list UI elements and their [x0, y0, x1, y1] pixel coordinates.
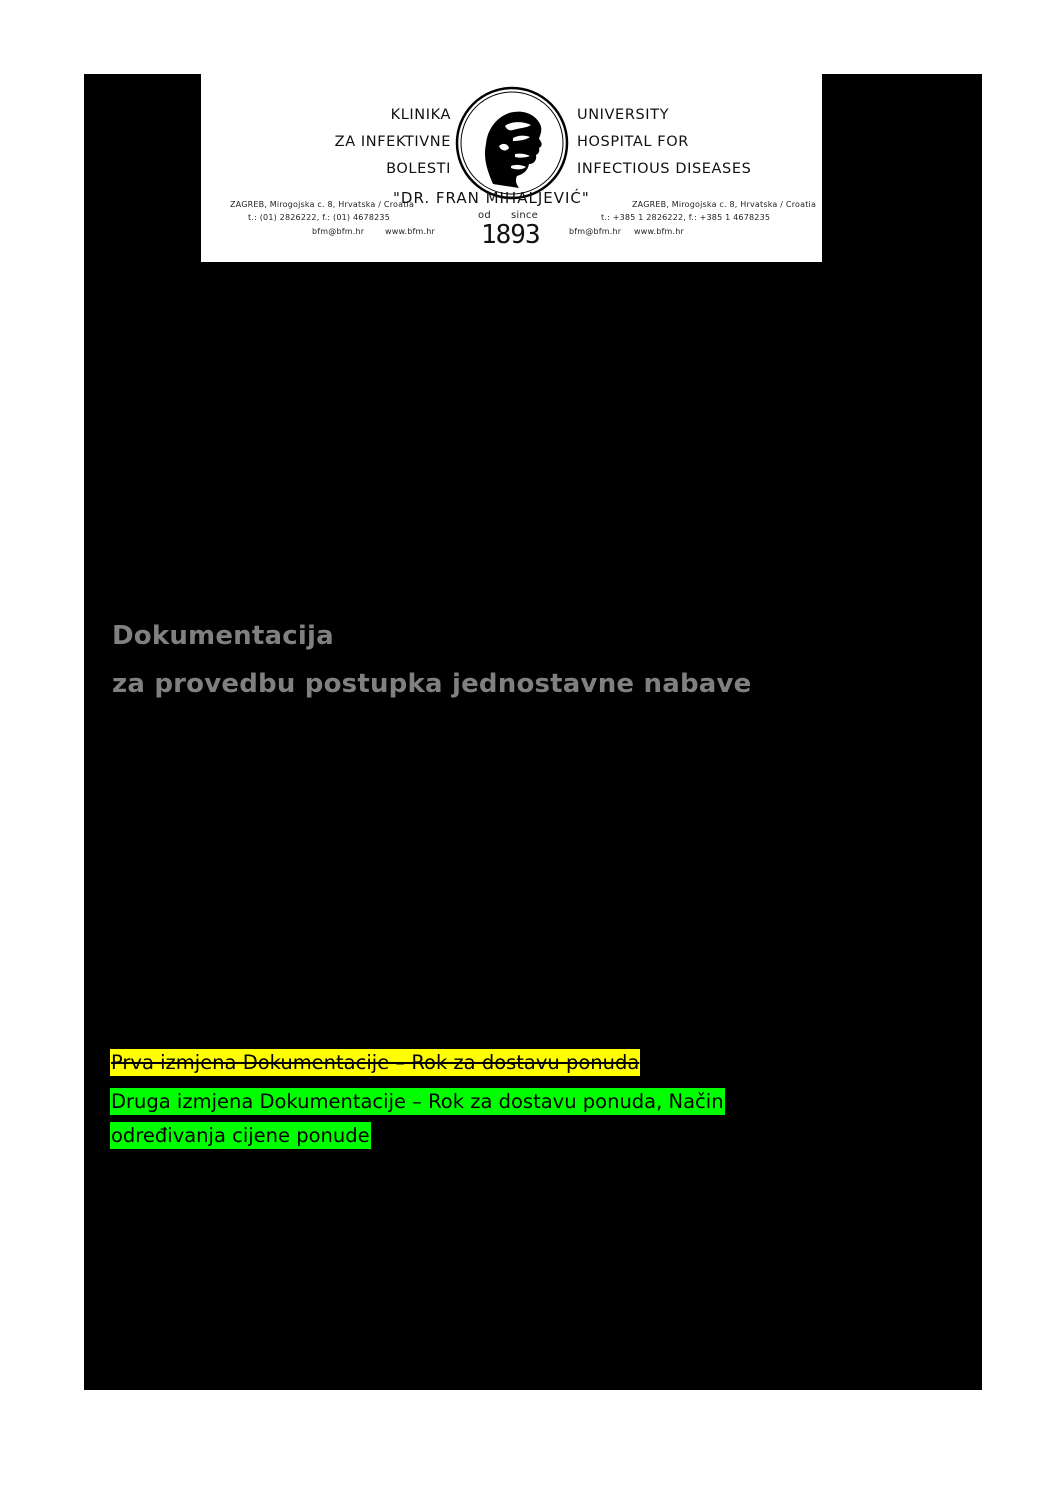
logo-en-line-1: UNIVERSITY [577, 107, 670, 123]
logo-address-left: ZAGREB, Mirogojska c. 8, Hrvatska / Croatia [230, 200, 415, 209]
logo-hr-line-2: ZA INFEKTIVNE [334, 134, 451, 150]
logo-web-left: www.bfm.hr [385, 227, 436, 236]
logo-email-right: bfm@bfm.hr [569, 227, 622, 236]
logo-phone-left: t.: (01) 2826222, f.: (01) 4678235 [248, 213, 391, 222]
logo-hr-line-1: KLINIKA [390, 107, 451, 123]
logo-phone-right: t.: +385 1 2826222, f.: +385 1 4678235 [601, 213, 771, 222]
logo-address-right: ZAGREB, Mirogojska c. 8, Hrvatska / Croatia [632, 200, 817, 209]
second-amendment-note-line-1: Druga izmjena Dokumentacije – Rok za dostavu ponuda, Način [111, 1090, 724, 1113]
logo-email-left: bfm@bfm.hr [312, 227, 365, 236]
logo-od-label: od [478, 210, 491, 221]
logo-year: 1893 [481, 220, 540, 250]
logo-en-line-3: INFECTIOUS DISEASES [577, 161, 752, 177]
hospital-letterhead-logo [201, 74, 822, 262]
document-title [112, 612, 752, 708]
second-amendment-note-line-2: određivanja cijene ponude [111, 1124, 370, 1147]
document-title-line-2: za provedbu postupka jednostavne nabave [112, 669, 752, 699]
logo-hospital-name: "DR. FRAN MIHALJEVIĆ" [393, 189, 590, 207]
logo-web-right: www.bfm.hr [634, 227, 685, 236]
first-amendment-note: Prva izmjena Dokumentacije – Rok za dostavu ponuda [111, 1051, 640, 1074]
page-background-block [84, 74, 982, 1390]
logo-since-label: since [511, 210, 538, 221]
logo-hr-line-3: BOLESTI [386, 161, 451, 177]
document-title-line-1: Dokumentacija [112, 621, 334, 651]
logo-en-line-2: HOSPITAL FOR [577, 134, 689, 150]
portrait-seal-icon [453, 84, 571, 202]
